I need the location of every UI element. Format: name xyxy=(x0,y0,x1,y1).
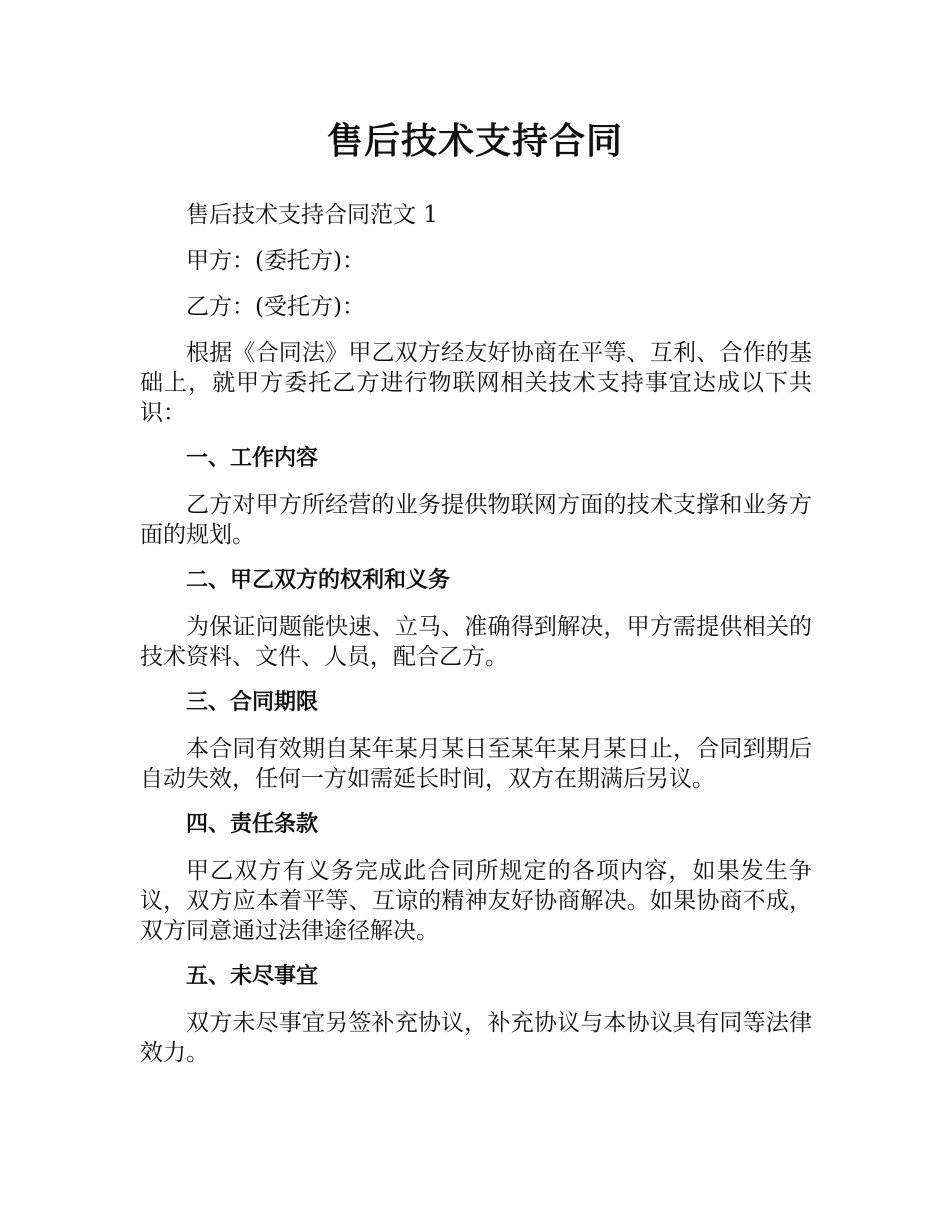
document-body xyxy=(140,200,812,1084)
section-paragraph-contract-term: 本合同有效期自某年某月某日至某年某月某日止，合同到期后自动失效，任何一方如需延长时间，双方在期满后另议。 xyxy=(140,736,812,792)
section-heading-rights-obligations: 二、甲乙双方的权利和义务 xyxy=(186,568,451,593)
section-heading-contract-term: 三、合同期限 xyxy=(186,690,319,715)
section-paragraph-work-content: 乙方对甲方所经营的业务提供物联网方面的技术支撑和业务方面的规划。 xyxy=(140,492,812,548)
section-heading-liability: 四、责任条款 xyxy=(186,812,319,837)
section-heading-work-content: 一、工作内容 xyxy=(186,446,319,471)
document-title: 售后技术支持合同 xyxy=(326,121,623,162)
section-heading-other-matters: 五、未尽事宜 xyxy=(186,964,319,989)
section-paragraph-rights-obligations: 为保证问题能快速、立马、准确得到解决，甲方需提供相关的技术资料、文件、人员，配合乙方。 xyxy=(140,614,812,670)
party-a-line: 甲方：(委托方)： xyxy=(186,248,365,274)
section-paragraph-other-matters: 双方未尽事宜另签补充协议，补充协议与本协议具有同等法律效力。 xyxy=(140,1010,812,1066)
section-paragraph-liability: 甲乙双方有义务完成此合同所规定的各项内容，如果发生争议，双方应本着平等、互谅的精神友好协商解决。如果协商不成，双方同意通过法律途径解决。 xyxy=(140,858,812,944)
party-b-line: 乙方：(受托方)： xyxy=(186,294,365,320)
subtitle-paragraph: 售后技术支持合同范文 1 xyxy=(186,202,438,228)
preamble-paragraph: 根据《合同法》甲乙双方经友好协商在平等、互利、合作的基础上，就甲方委托乙方进行物联网相关技术支持事宜达成以下共识： xyxy=(140,340,812,426)
